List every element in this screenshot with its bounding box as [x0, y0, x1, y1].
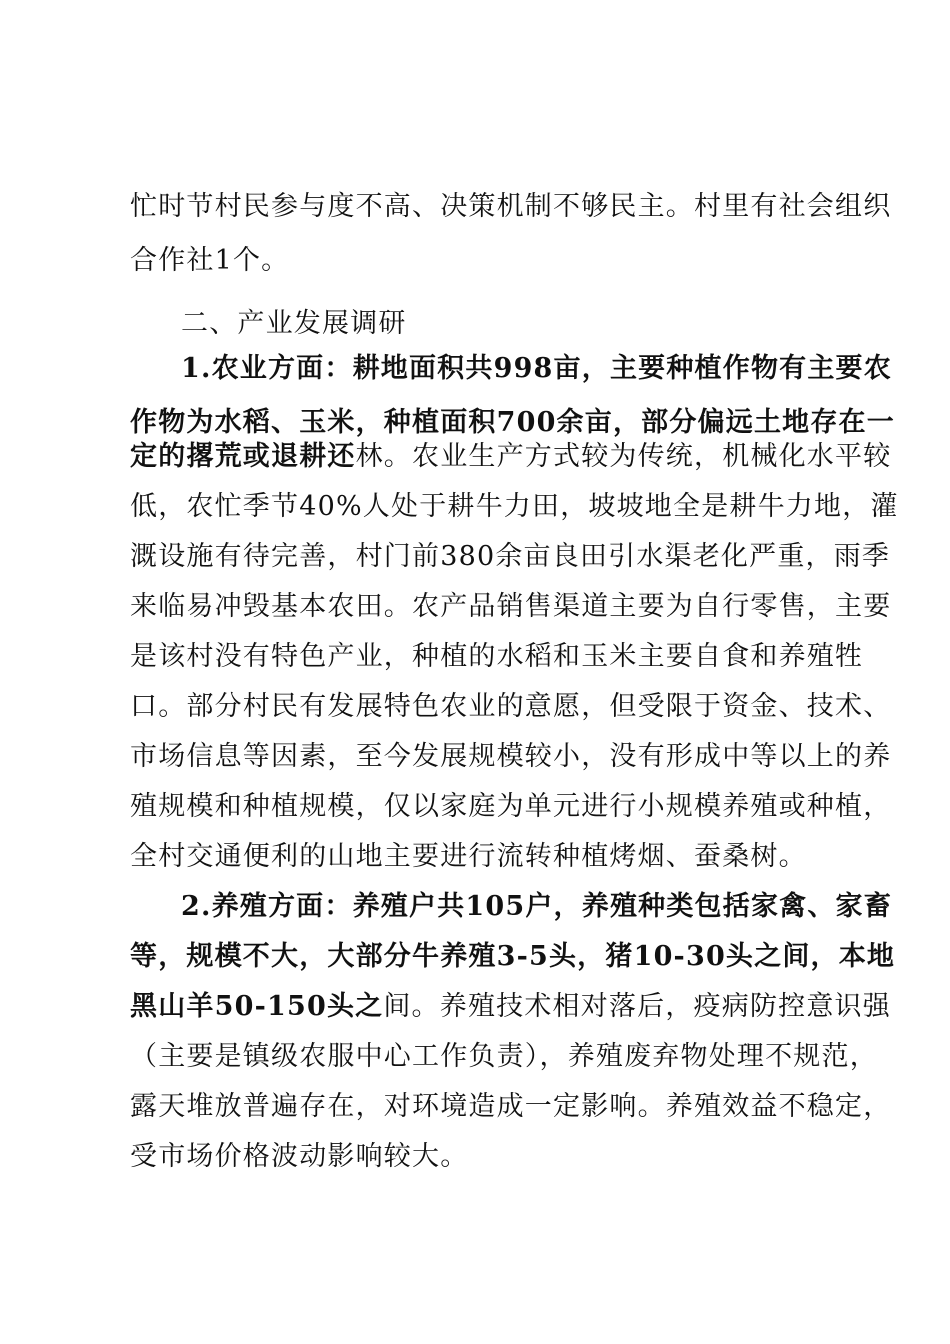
agriculture-line-8: 口。部分村民有发展特色农业的意愿，但受限于资金、技术、: [130, 691, 892, 722]
livestock-line-4: （主要是镇级农服中心工作负责），养殖废弃物处理不规范，: [130, 1041, 878, 1072]
agriculture-line-4: 低，农忙季节40%人处于耕牛力田，坡坡地全是耕牛力地，灌: [130, 491, 899, 522]
livestock-line-2: 等，规模不大，大部分牛养殖3-5头，猪10-30头之间，本地: [130, 941, 896, 972]
agriculture-line-2: 作物为水稻、玉米，种植面积700余亩，部分偏远土地存在一: [130, 407, 895, 438]
agriculture-line-10: 殖规模和种植规模，仅以家庭为单元进行小规模养殖或种植，: [130, 791, 892, 822]
agriculture-line-7: 是该村没有特色产业，种植的水稻和玉米主要自食和养殖牲: [130, 641, 864, 672]
livestock-line-5: 露天堆放普遍存在，对环境造成一定影响。养殖效益不稳定，: [130, 1091, 892, 1122]
agriculture-line-9: 市场信息等因素，至今发展规模较小，没有形成中等以上的养: [130, 741, 892, 772]
agriculture-line-6: 来临易冲毁基本农田。农产品销售渠道主要为自行零售，主要: [130, 591, 892, 622]
section-heading: 二、产业发展调研: [181, 308, 407, 339]
livestock-line-3-normal: 间。养殖技术相对落后，疫病防控意识强: [383, 991, 891, 1022]
livestock-line-6: 受市场价格波动影响较大。: [130, 1141, 469, 1172]
paragraph-continuation-line-2: 合作社1个。: [130, 245, 290, 276]
agriculture-line-11: 全村交通便利的山地主要进行流转种植烤烟、蚕桑树。: [130, 841, 807, 872]
agriculture-line-5: 溉设施有待完善，村门前380余亩良田引水渠老化严重，雨季: [130, 541, 891, 572]
livestock-line-3-bold: 黑山羊50-150头之: [130, 991, 384, 1022]
agriculture-line-3: [130, 430, 892, 484]
paragraph-continuation-line-1: 忙时节村民参与度不高、决策机制不够民主。村里有社会组织: [130, 191, 892, 222]
livestock-line-3: [130, 980, 891, 1034]
livestock-line-1: 2.养殖方面：养殖户共105户，养殖种类包括家禽、家畜: [181, 891, 892, 922]
agriculture-line-3-normal: 林。农业生产方式较为传统，机械化水平较: [355, 441, 892, 472]
agriculture-line-1: 1.农业方面：耕地面积共998亩，主要种植作物有主要农: [181, 353, 892, 384]
agriculture-line-3-bold: 定的撂荒或退耕还: [130, 441, 356, 472]
